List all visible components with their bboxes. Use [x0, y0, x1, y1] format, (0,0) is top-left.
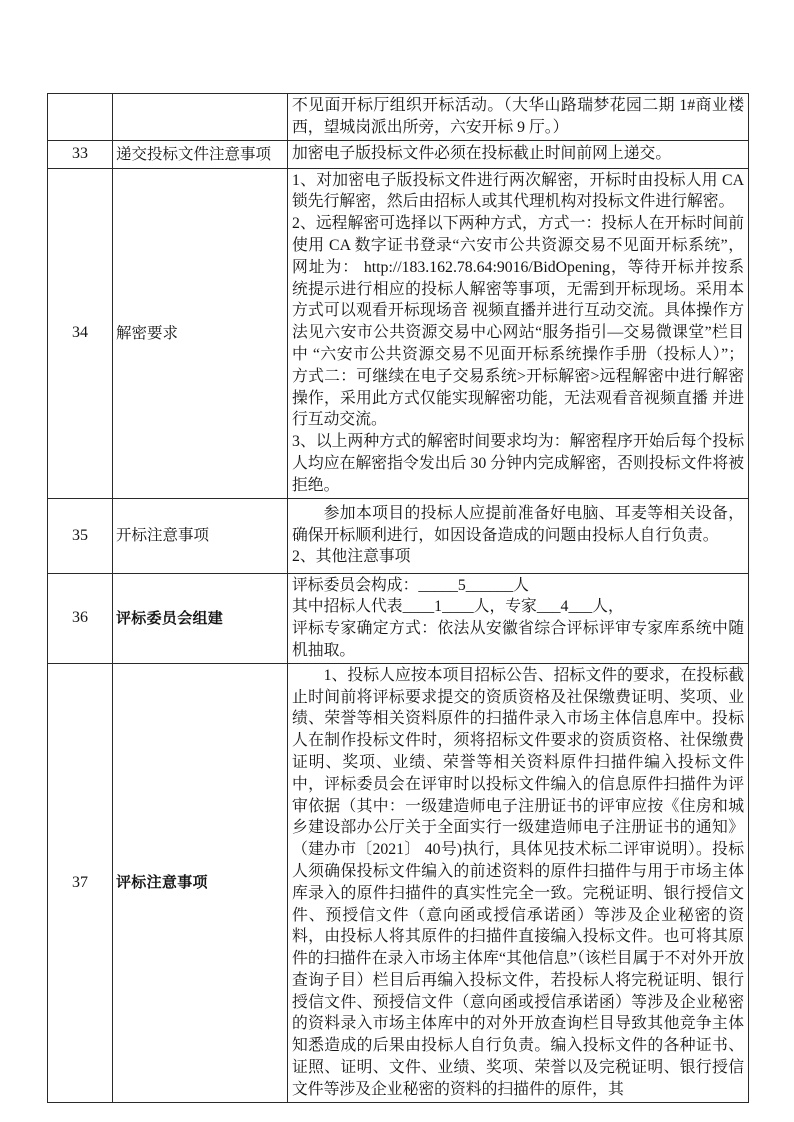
table-row — [48, 94, 749, 141]
paragraph: 参加本项目的投标人应提前准备好电脑、耳麦等相关设备，确保开标顺利进行，如因设备造成的问题由投标人自行负责。 — [292, 504, 744, 544]
row-content — [288, 94, 749, 141]
paragraph: 3、以上两种方式的解密时间要求均为：解密程序开始后每个投标人均应在解密指令发出后 30 分钟内完成解密，否则投标文件将被拒绝。 — [292, 433, 744, 494]
row-label: 开标注意事项 — [113, 498, 288, 573]
row-label — [113, 94, 288, 141]
row-content — [288, 168, 749, 498]
paragraph: 评标专家确定方式：依法从安徽省综合评标评审专家库系统中随机抽取。 — [292, 620, 744, 659]
row-content — [288, 663, 749, 1102]
paragraph: 不见面开标厅组织开标活动。（大华山路瑞梦花园二期 1#商业楼西，望城岗派出所旁，六安开标 9 厅。） — [292, 97, 744, 136]
paragraph: 评标委员会构成：_____5______人 — [292, 576, 529, 594]
row-content — [288, 498, 749, 573]
row-label: 解密要求 — [113, 168, 288, 498]
table-row — [48, 663, 749, 1102]
row-label: 递交投标文件注意事项 — [113, 140, 288, 168]
row-number: 37 — [48, 663, 113, 1102]
row-label: 评标注意事项 — [113, 663, 288, 1102]
table-row — [48, 140, 749, 168]
paragraph: 其中招标人代表____1____人，专家___4___人， — [292, 598, 624, 616]
table-row — [48, 168, 749, 498]
row-number: 33 — [48, 140, 113, 168]
row-content — [288, 140, 749, 168]
table-row — [48, 573, 749, 663]
row-number — [48, 94, 113, 141]
row-number: 35 — [48, 498, 113, 573]
paragraph: 1、对加密电子版投标文件进行两次解密，开标时由投标人用 CA 锁先行解密，然后由招标人或其代理机构对投标文件进行解密。 — [292, 171, 744, 211]
row-label: 评标委员会组建 — [113, 573, 288, 663]
paragraph: 2、远程解密可选择以下两种方式，方式一：投标人在开标时间前使用 CA 数字证书登录“六安市公共资源交易不见面开标系统”，网址为： http://183.162.78.64:9016/BidOpening，等待开标并按系统提示进行相应的投标人解密等事项，无需到开标现场。采用本方式可以观看开标现场音 视频直播并进行互动交流。具体操作方法见六安市公共资源交易中心网站“服务指引—交易微课堂”栏目中 “六安市公共资源交易不见面开标系统操作手册（投标人）”；方式二：可继续在电子交易系统>开标解密>远程解密中进行解密操作，采用此方式仅能实现解密功能，无法观看音视频直播 并进行互动交流。 — [292, 215, 744, 429]
row-number: 34 — [48, 168, 113, 498]
row-content — [288, 573, 749, 663]
table-row — [48, 498, 749, 573]
paragraph: 2、其他注意事项 — [292, 548, 411, 566]
paragraph: 1、投标人应按本项目招标公告、招标文件的要求，在投标截止时间前将评标要求提交的资质资格及社保缴费证明、奖项、业绩、荣誉等相关资料原件的扫描件录入市场主体信息库中。投标人在制作投标文件时，须将招标文件要求的资质资格、社保缴费证明、奖项、业绩、荣誉等相关资料原件扫描件编入投标文件中，评标委员会在评审时以投标文件编入的信息原件扫描件为评审依据（其中：一级建造师电子注册证书的评审应按《住房和城乡建设部办公厅关于全面实行一级建造师电子注册证书的通知》（建办市〔2021〕 40号)执行，具体见技术标二评审说明）。投标人须确保投标文件编入的前述资料的原件扫描件与用于市场主体库录入的原件扫描件的真实性完全一致。完税证明、银行授信文件、预授信文件（意向函或授信承诺函）等涉及企业秘密的资料，由投标人将其原件的扫描件直接编入投标文件。也可将其原件的扫描件在录入市场主体库“其他信息”（该栏目属于不对外开放查询子目）栏目后再编入投标文件，若投标人将完税证明、银行授信文件、预授信文件（意向函或授信承诺函）等涉及企业秘密的资料录入市场主体库中的对外开放查询栏目导致其他竞争主体知悉造成的后果由投标人自行负责。编入投标文件的各种证书、证照、证明、文件、业绩、奖项、荣誉以及完税证明、银行授信文件等涉及企业秘密的资料的扫描件的原件，其 — [292, 666, 744, 1098]
row-number: 36 — [48, 573, 113, 663]
paragraph: 加密电子版投标文件必须在投标截止时间前网上递交。 — [292, 145, 672, 163]
notice-table — [47, 93, 749, 1103]
